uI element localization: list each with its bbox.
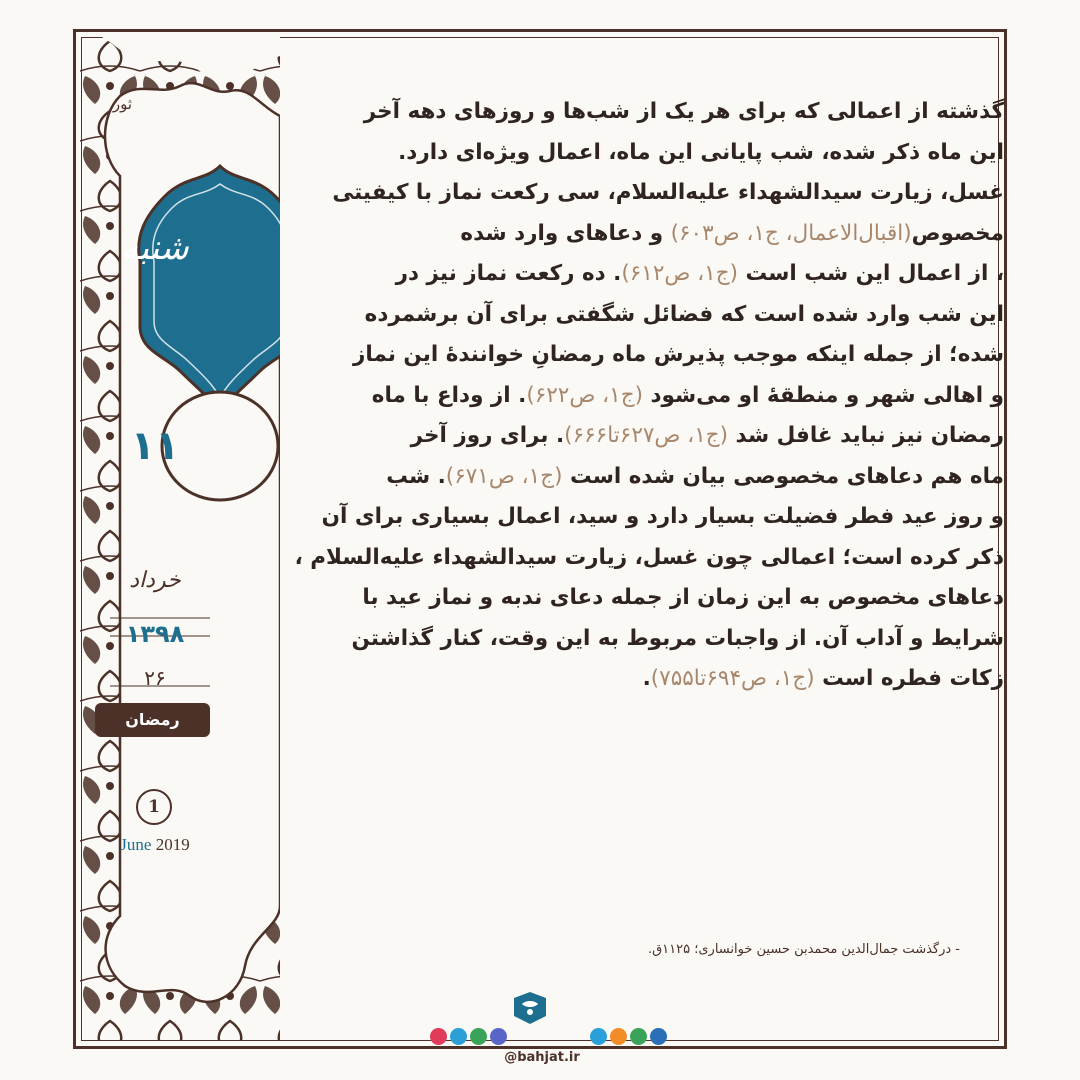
text-segment: این شب وارد شده است که فضائل شگفتی برای آن برشمرده — [364, 301, 1004, 327]
text-line — [226, 497, 1004, 538]
gregorian-date — [100, 835, 210, 855]
text-line — [226, 335, 1004, 376]
text-segment: . از وداع با ماه — [371, 382, 527, 408]
reference-citation: (ج۱، ص۶۹۴تا۷۵۵) — [650, 666, 815, 691]
text-segment: و دعاهای وارد شده — [460, 220, 671, 246]
text-line — [226, 416, 1004, 457]
reference-citation: (ج۱، ص۶۱۲) — [621, 261, 738, 286]
hijri-month-badge: رمضان — [95, 703, 210, 737]
text-segment: . — [642, 666, 651, 691]
instagram-icon[interactable] — [470, 1028, 487, 1045]
text-segment: . شب — [386, 463, 446, 489]
text-segment: دعاهای مخصوص به این زمان از جمله دعای ندبه و نماز عید با — [362, 585, 1004, 610]
text-line — [226, 173, 1004, 214]
reference-citation: (ج۱، ص۶۲۲) — [526, 382, 643, 408]
text-segment: مخصوص — [911, 220, 1004, 246]
text-segment: و روز عید فطر فضیلت بسیار دارد و سید، اعمال بسیاری برای آن — [321, 504, 1004, 529]
text-segment: غسل، زیارت سیدالشهداء علیه‌السلام، سی رکعت نماز با کیفیتی — [332, 180, 1004, 205]
text-segment: رمضان نیز نباید غافل شد — [728, 423, 1004, 448]
solar-month-name: خرداد — [129, 568, 181, 593]
gregorian-day: 1 — [136, 789, 172, 825]
footnote: - درگذشت جمال‌الدین محمدبن حسین خوانساری؛ ۱۱۲۵ق. — [647, 942, 960, 957]
text-segment: . ده رکعت نماز نیز در — [395, 261, 622, 286]
eitaa-icon[interactable] — [490, 1028, 507, 1045]
text-line — [226, 254, 1004, 295]
instagram-handle[interactable]: @bahjat.ir — [504, 1050, 580, 1065]
soroush-icon[interactable] — [590, 1028, 607, 1045]
text-line — [226, 376, 1004, 417]
gap-icon[interactable] — [610, 1028, 627, 1045]
gregorian-year: 2019 — [155, 835, 190, 854]
solar-month-afghan: ثور — [112, 95, 133, 113]
text-line — [226, 457, 1004, 498]
text-line — [226, 659, 1004, 700]
text-segment: و اهالی شهر و منطقۀ او می‌شود — [642, 382, 1004, 408]
text-line — [226, 133, 1004, 174]
solar-day-number: ۱۱ — [130, 423, 180, 469]
text-segment: ، از اعمال این شب است — [738, 261, 1004, 286]
bahjat-logo-icon — [510, 990, 550, 1026]
telegram-icon[interactable] — [450, 1028, 467, 1045]
text-segment: ذکر کرده است؛ اعمالی چون غسل، زیارت سیدالشهداء علیه‌السلام ، — [294, 544, 1004, 570]
text-segment: ماه هم دعاهای مخصوصی بیان شده است — [562, 463, 1004, 489]
main-article-text — [226, 92, 1004, 700]
solar-year: ۱۳۹۸ — [125, 620, 185, 648]
reference-citation: (اقبال‌الاعمال، ج۱، ص۶۰۳) — [670, 220, 912, 246]
text-line — [226, 214, 1004, 255]
hijri-day: ۲۶ — [144, 666, 166, 690]
bale-icon[interactable] — [630, 1028, 647, 1045]
text-segment: شرایط و آداب آن. از واجبات مربوط به این وقت، کنار گذاشتن — [351, 625, 1004, 651]
text-segment: گذشته از اعمالی که برای هر یک از شب‌ها و روزهای دهه آخر — [363, 99, 1004, 124]
text-line — [226, 578, 1004, 619]
text-line — [226, 295, 1004, 336]
igap-icon[interactable] — [650, 1028, 667, 1045]
reference-citation: (ج۱، ص۶۲۷تا۶۶۶) — [564, 423, 729, 448]
text-line — [226, 538, 1004, 579]
text-line — [226, 92, 1004, 133]
gregorian-month: June — [120, 835, 152, 854]
text-line — [226, 619, 1004, 660]
text-segment: شده؛ از جمله اینکه موجب پذیرش ماه رمضانِ خوانندۀ این نماز — [353, 342, 1004, 367]
weekday-label: شنبه — [121, 228, 189, 268]
aparat-icon[interactable] — [430, 1028, 447, 1045]
text-segment: . برای روز آخر — [410, 423, 565, 448]
reference-citation: (ج۱، ص۶۷۱) — [445, 463, 563, 489]
text-segment: زکات فطره است — [814, 666, 1004, 691]
text-segment: این ماه ذکر شده، شب پایانی این ماه، اعمال ویژه‌ای دارد. — [398, 139, 1004, 165]
